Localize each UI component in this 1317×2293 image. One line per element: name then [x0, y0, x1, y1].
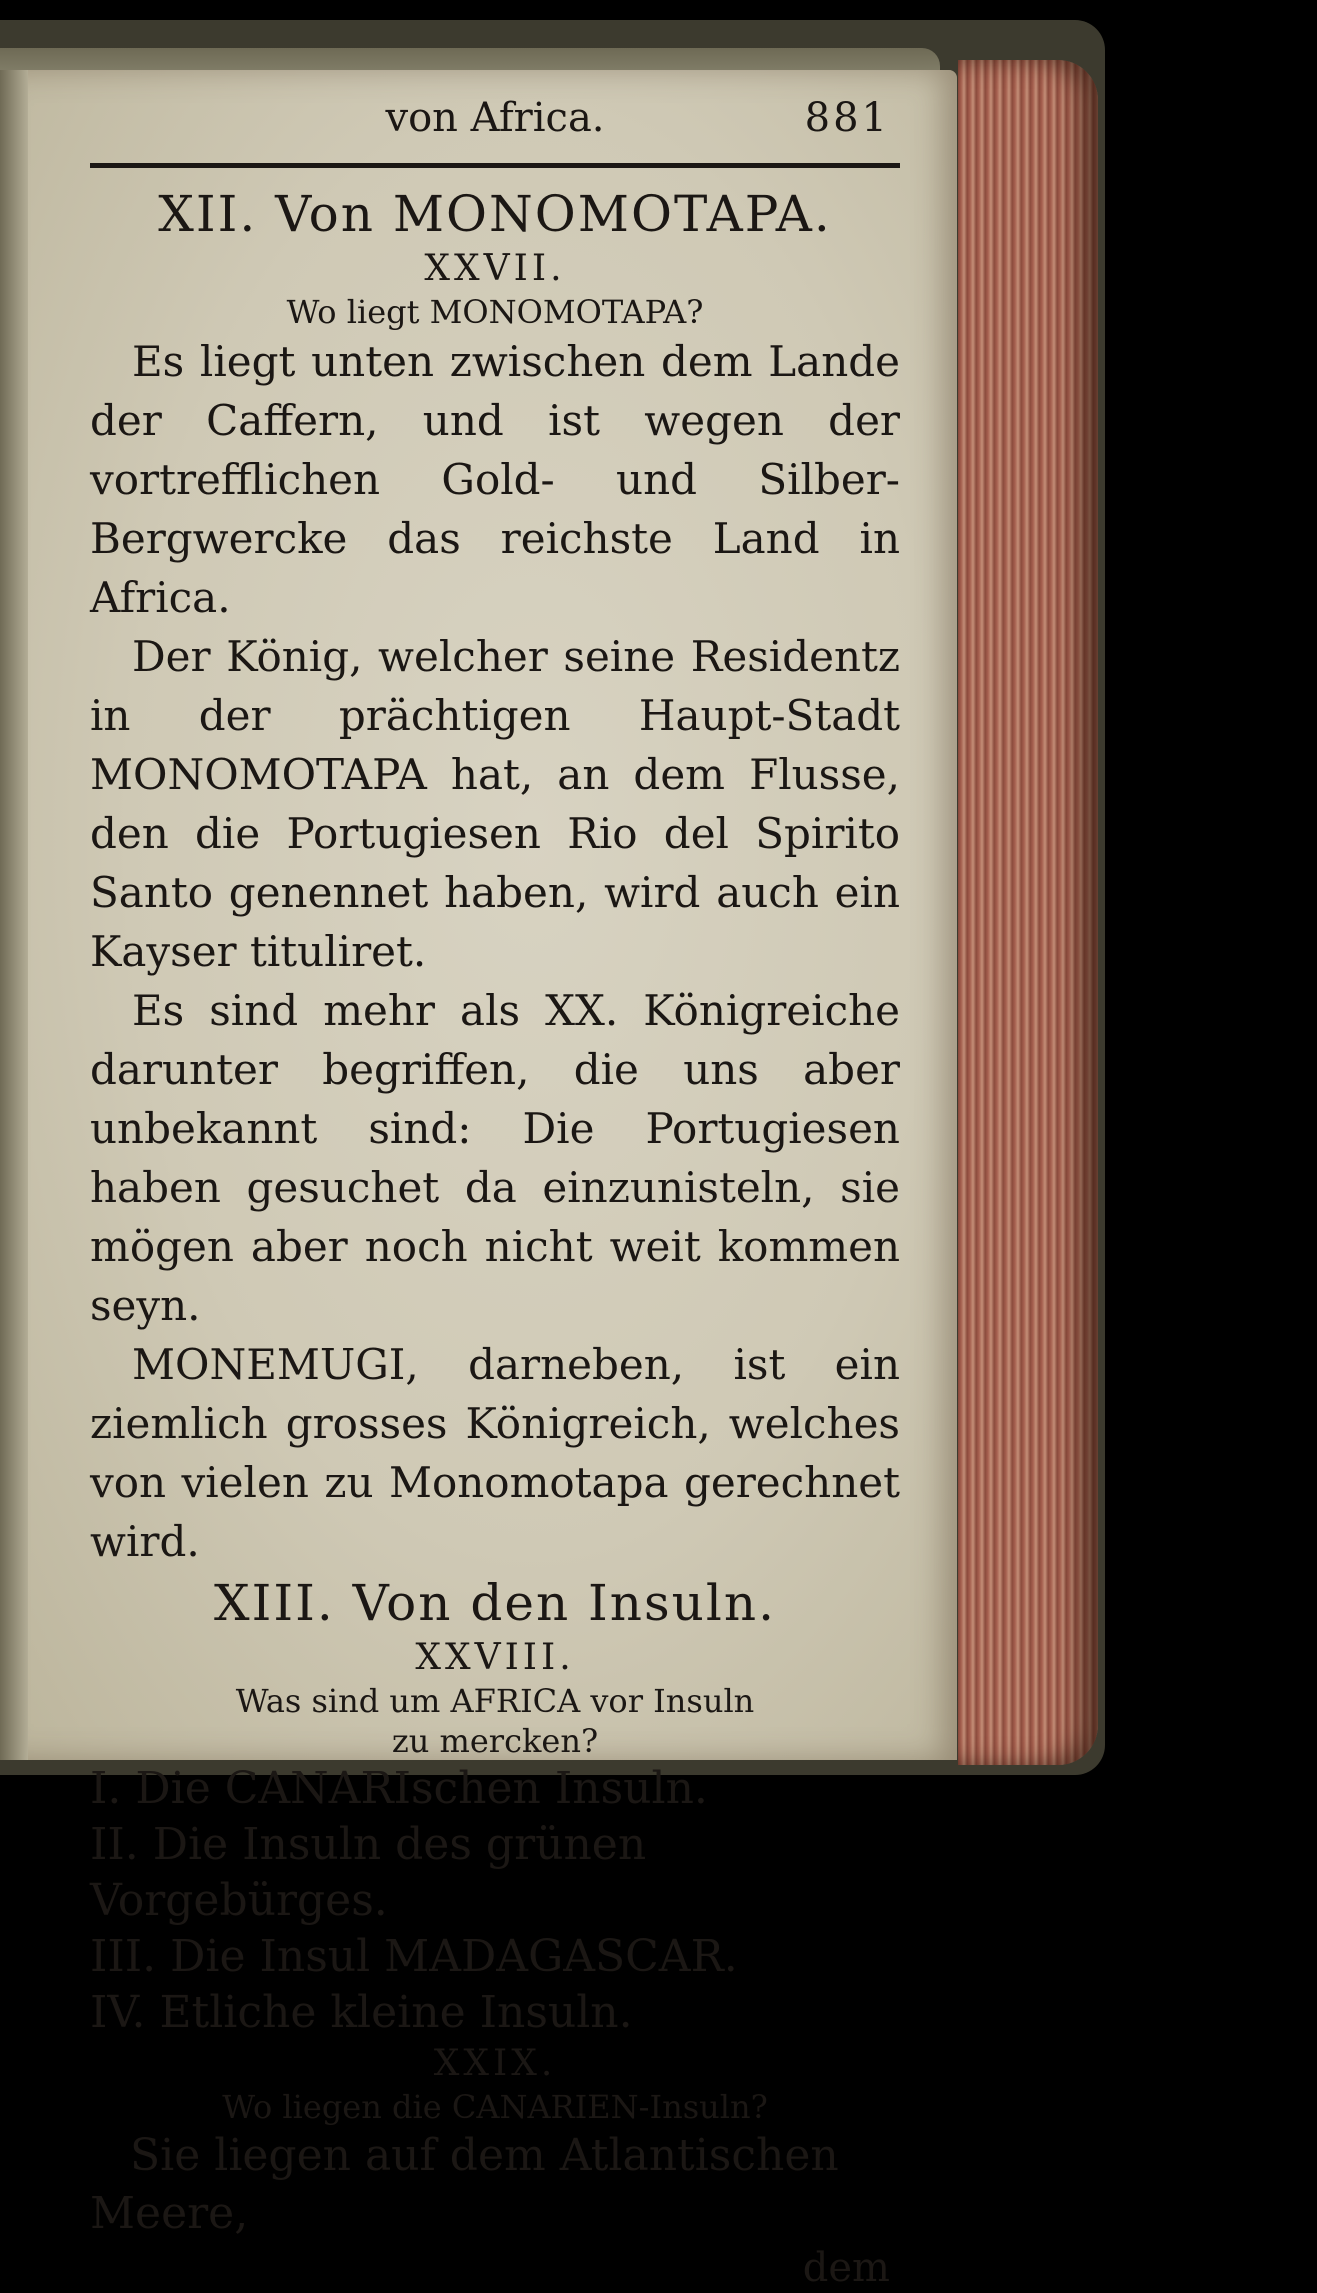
list-item: I. Die CANARIschen Insuln. — [90, 1763, 708, 1814]
list-item: III. Die Insul MADAGASCAR. — [90, 1931, 738, 1982]
chapter-heading-13: XIII. Von den Insuln. — [214, 1574, 776, 1632]
question-number-27: XXVII. — [424, 248, 566, 289]
page-text — [90, 95, 900, 2293]
question-28-line2: zu mercken? — [391, 1722, 599, 1760]
question-number-29: XXIX. — [433, 2043, 557, 2084]
chapter-heading-12: XII. Von MONOMOTAPA. — [158, 185, 832, 243]
question-28-line1: Was sind um AFRICA vor Insuln — [235, 1682, 755, 1720]
question-29: Wo liegen die CANARIEN-Insuln? — [222, 2088, 768, 2126]
red-page-edges — [958, 60, 1098, 1765]
page-number: 881 — [804, 95, 890, 141]
running-head-title: von Africa. — [385, 95, 605, 141]
paragraph: Der König, welcher seine Residentz in der prächtigen Haupt-Stadt MONOMOTAPA hat, an dem Flusse, den die Portugiesen Rio del Spirito Santo genennet haben, wird auch ein Kayser tituliret. — [90, 632, 900, 976]
page-gutter — [0, 70, 28, 1760]
answer-29: Sie liegen auf dem Atlantischen Meere, — [90, 2130, 839, 2239]
header-rule — [90, 163, 900, 168]
running-head — [90, 95, 900, 155]
island-list — [90, 1761, 900, 2041]
list-item: IV. Etliche kleine Insuln. — [90, 1987, 633, 2038]
catchword: dem — [802, 2245, 890, 2291]
paragraph: Es liegt unten zwischen dem Lande der Caffern, und ist wegen der vortrefflichen Gold- und Silber-Bergwercke das reichste Land in Africa. — [90, 337, 900, 622]
question-number-28: XXVIII. — [415, 1637, 575, 1678]
paragraph: Es sind mehr als XX. Königreiche darunter begriffen, die uns aber unbekannt sind: Die Portugiesen haben gesuchet da einzunisteln, sie mögen aber noch nicht weit kommen seyn. — [90, 986, 900, 1330]
question-27: Wo liegt MONOMOTAPA? — [286, 293, 704, 331]
paragraph: MONEMUGI, darneben, ist ein ziemlich grosses Königreich, welches von vielen zu Monomotapa gerechnet wird. — [90, 1340, 900, 1566]
list-item: II. Die Insuln des grünen Vorgebürges. — [90, 1819, 647, 1926]
